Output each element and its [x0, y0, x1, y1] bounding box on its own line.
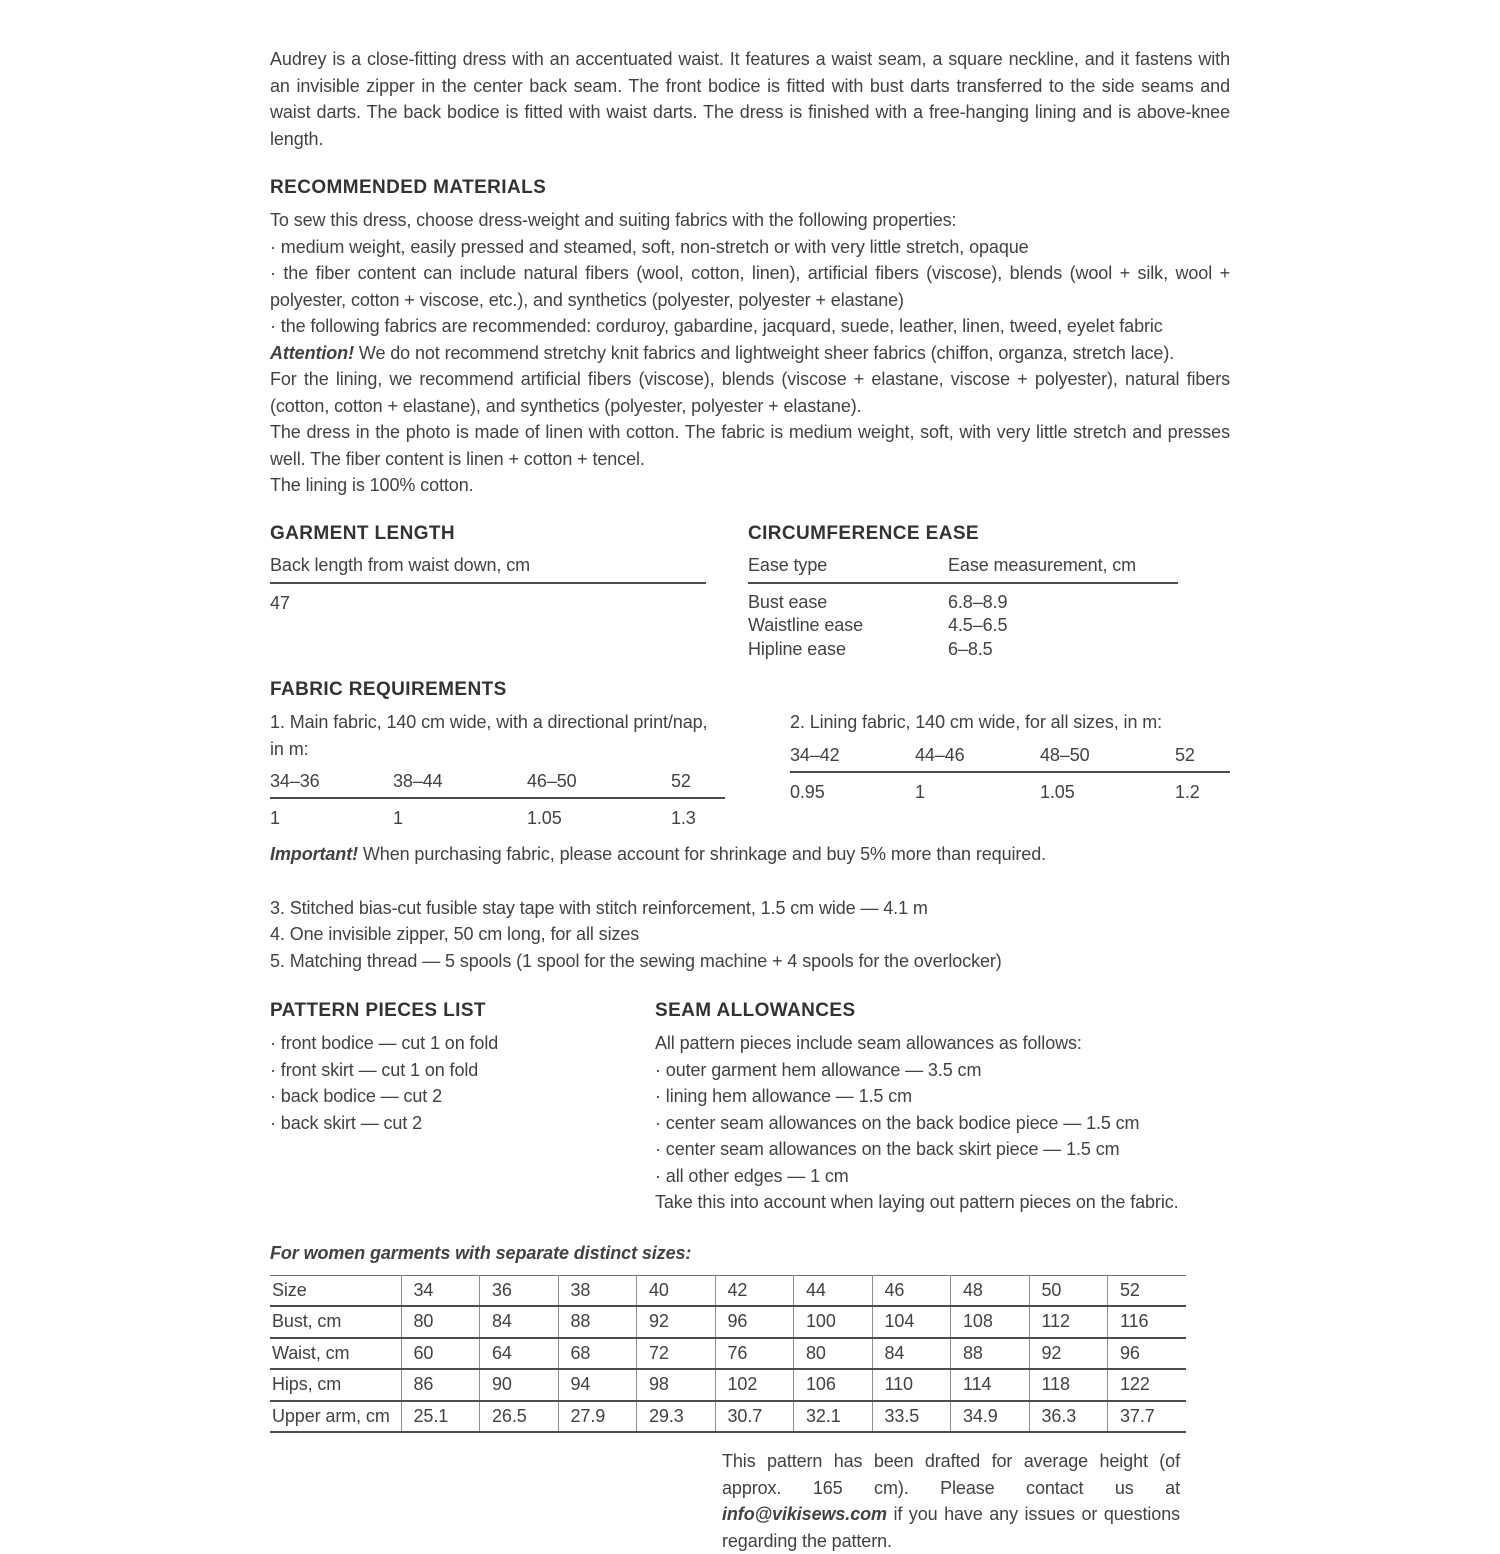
- table-cell: 94: [558, 1369, 637, 1401]
- ease-table-header: [748, 553, 1178, 584]
- table-cell: 110: [872, 1369, 951, 1401]
- table-cell: 42: [715, 1275, 794, 1306]
- lining-fabric-table-header: [790, 743, 1230, 773]
- table-cell: 1.2: [1175, 781, 1200, 802]
- table-cell: 1: [915, 781, 925, 802]
- table-cell: 36: [480, 1275, 559, 1306]
- table-cell: 84: [872, 1338, 951, 1370]
- table-cell: 86: [401, 1369, 480, 1401]
- main-fabric-table-values: [270, 799, 725, 830]
- pattern-piece-item: · back bodice — cut 2: [270, 1086, 442, 1106]
- table-row: [748, 591, 1178, 615]
- lining-fabric-label: 2. Lining fabric, 140 cm wide, for all sizes, in m:: [790, 712, 1163, 732]
- ease-table-body: [748, 584, 1230, 662]
- materials-lining-line: The lining is 100% cotton.: [270, 475, 474, 495]
- table-cell: 76: [715, 1338, 794, 1370]
- table-cell: 44–46: [915, 744, 965, 765]
- materials-bullet: · medium weight, easily pressed and steamed, soft, non-stretch or with very little stretch, opaque: [270, 236, 1029, 257]
- materials-bullet: · the following fabrics are recommended: corduroy, gabardine, jacquard, suede, leather, linen, tweed, eyelet fabric: [270, 316, 1163, 336]
- fabric-requirements-section: [270, 679, 1230, 974]
- table-cell: 34: [401, 1275, 480, 1306]
- table-cell: 40: [637, 1275, 716, 1306]
- garment-length-header: Back length from waist down, cm: [270, 553, 706, 584]
- footer-email: info@vikisews.com: [722, 1504, 887, 1524]
- table-cell: 26.5: [480, 1401, 559, 1433]
- notions-item: 4. One invisible zipper, 50 cm long, for all sizes: [270, 924, 640, 944]
- garment-length-table: [270, 553, 706, 615]
- table-cell: Size: [270, 1275, 401, 1306]
- table-cell: 50: [1029, 1275, 1108, 1306]
- footer-note: [722, 1448, 1180, 1554]
- materials-lining-paragraph: For the lining, we recommend artificial fibers (viscose), blends (viscose + elastane, viscose + polyester), natural fibers (cotton, cotton + elastane), and synthetics (polyester, polyester + elastane).: [270, 369, 1230, 416]
- seam-allowance-item: · all other edges — 1 cm: [655, 1165, 849, 1186]
- seam-allowance-item: · outer garment hem allowance — 3.5 cm: [655, 1059, 982, 1080]
- table-cell: 116: [1108, 1306, 1187, 1338]
- table-cell: 92: [1029, 1338, 1108, 1370]
- table-cell: Waistline ease: [748, 615, 863, 635]
- table-cell: 122: [1108, 1369, 1187, 1401]
- table-cell: 38–44: [393, 771, 443, 791]
- seam-allowances-title: SEAM ALLOWANCES: [655, 1000, 856, 1021]
- table-cell: 32.1: [794, 1401, 873, 1433]
- table-cell: Upper arm, cm: [270, 1401, 401, 1433]
- table-cell: 30.7: [715, 1401, 794, 1433]
- table-cell: 34.9: [951, 1401, 1030, 1433]
- materials-intro-line: To sew this dress, choose dress-weight and suiting fabrics with the following properties:: [270, 210, 957, 230]
- circumference-ease-block: [748, 523, 1230, 662]
- table-row: [270, 1369, 1186, 1401]
- attention-lead: Attention!: [270, 342, 354, 363]
- section-recommended-materials: [270, 177, 1230, 499]
- table-cell: 84: [480, 1306, 559, 1338]
- table-cell: 1.05: [527, 808, 562, 828]
- table-cell: 48–50: [1040, 744, 1090, 765]
- size-table: [270, 1275, 1186, 1434]
- pattern-piece-item: · front skirt — cut 1 on fold: [270, 1059, 479, 1080]
- table-row: [270, 1275, 1186, 1306]
- footer-text-before: This pattern has been drafted for average height (of approx. 165 cm). Please contact us at: [722, 1451, 1180, 1498]
- table-cell: 52: [671, 771, 691, 791]
- seam-allowance-item: · lining hem allowance — 1.5 cm: [655, 1086, 913, 1106]
- table-cell: 72: [637, 1338, 716, 1370]
- lining-fabric-table-values: [790, 773, 1230, 804]
- table-cell: 33.5: [872, 1401, 951, 1433]
- table-cell: 80: [401, 1306, 480, 1338]
- seam-allowance-item: · center seam allowances on the back bodice piece — 1.5 cm: [655, 1112, 1140, 1133]
- table-cell: 98: [637, 1369, 716, 1401]
- table-cell: 1: [270, 808, 280, 828]
- table-cell: 106: [794, 1369, 873, 1401]
- table-cell: 0.95: [790, 781, 825, 802]
- main-fabric-label: 1. Main fabric, 140 cm wide, with a directional print/nap, in m:: [270, 712, 708, 759]
- table-cell: 1.3: [671, 808, 696, 828]
- lining-fabric-block: [790, 709, 1230, 830]
- table-cell: 112: [1029, 1306, 1108, 1338]
- table-cell: 96: [1108, 1338, 1187, 1370]
- attention-text: We do not recommend stretchy knit fabrics and lightweight sheer fabrics (chiffon, organza, stretch lace).: [353, 342, 1175, 363]
- table-cell: 52: [1108, 1275, 1187, 1306]
- seam-allowance-item: · center seam allowances on the back skirt piece — 1.5 cm: [655, 1139, 1120, 1159]
- table-cell: 64: [480, 1338, 559, 1370]
- main-fabric-block: [270, 709, 725, 830]
- intro-paragraph: Audrey is a close-fitting dress with an accentuated waist. It features a waist seam, a square neckline, and it fastens with an invisible zipper in the center back seam. The front bodice is fitted with bust darts transferred to the side seams and waist darts. The back bodice is fitted with waist darts. The dress is finished with a free-hanging lining and is above-knee length.: [270, 49, 1230, 149]
- table-cell: 46: [872, 1275, 951, 1306]
- ease-col-header: Ease measurement, cm: [948, 554, 1137, 575]
- important-lead: Important!: [270, 844, 358, 864]
- fabric-requirements-title: FABRIC REQUIREMENTS: [270, 679, 507, 700]
- fabric-requirements-columns: [270, 709, 1230, 830]
- garment-length-block: [270, 523, 748, 662]
- table-cell: 96: [715, 1306, 794, 1338]
- table-cell: 88: [558, 1306, 637, 1338]
- table-cell: 25.1: [401, 1401, 480, 1433]
- table-row: [270, 1401, 1186, 1433]
- table-cell: 102: [715, 1369, 794, 1401]
- table-cell: Bust ease: [748, 591, 828, 612]
- table-cell: 4.5–6.5: [948, 615, 1008, 635]
- table-cell: 34–36: [270, 771, 320, 791]
- materials-photo-paragraph: The dress in the photo is made of linen with cotton. The fabric is medium weight, soft, with very little stretch and presses well. The fiber content is linen + cotton + tencel.: [270, 422, 1230, 469]
- materials-attention-note: [270, 340, 1230, 367]
- table-cell: 68: [558, 1338, 637, 1370]
- table-cell: 27.9: [558, 1401, 637, 1433]
- table-cell: 6–8.5: [948, 638, 993, 659]
- footer-text-after: if you have any issues or questions regarding the pattern.: [722, 1504, 1180, 1551]
- table-cell: 90: [480, 1369, 559, 1401]
- ease-col-header: Ease type: [748, 554, 828, 575]
- table-cell: Waist, cm: [270, 1338, 401, 1370]
- table-cell: 80: [794, 1338, 873, 1370]
- table-cell: 118: [1029, 1369, 1108, 1401]
- table-cell: 46–50: [527, 771, 577, 791]
- table-cell: Bust, cm: [270, 1306, 401, 1338]
- notions-list: [270, 895, 1230, 975]
- notions-item: 5. Matching thread — 5 spools (1 spool for the sewing machine + 4 spools for the overlocker): [270, 950, 1002, 971]
- materials-bullet: · the fiber content can include natural fibers (wool, cotton, linen), artificial fibers (viscose), blends (wool + silk, wool + polyester, cotton + viscose, etc.), and synthetics (polyester, polyester + elastane): [270, 263, 1230, 310]
- table-cell: Hipline ease: [748, 638, 846, 659]
- circumference-ease-title: CIRCUMFERENCE EASE: [748, 522, 979, 544]
- table-cell: Hips, cm: [270, 1369, 401, 1401]
- important-note: [270, 841, 1230, 868]
- seam-allowances-block: [655, 1000, 1230, 1216]
- pattern-pieces-block: [270, 1000, 655, 1216]
- table-row: [270, 1338, 1186, 1370]
- garment-length-value: 47: [270, 592, 290, 613]
- garment-length-title: GARMENT LENGTH: [270, 522, 456, 544]
- table-cell: 34–42: [790, 744, 840, 765]
- table-cell: 108: [951, 1306, 1030, 1338]
- table-row: [270, 1306, 1186, 1338]
- important-text: When purchasing fabric, please account for shrinkage and buy 5% more than required.: [358, 844, 1047, 864]
- table-cell: 48: [951, 1275, 1030, 1306]
- table-cell: 37.7: [1108, 1401, 1187, 1433]
- table-cell: 1: [393, 808, 403, 828]
- table-cell: 6.8–8.9: [948, 591, 1008, 612]
- table-cell: 92: [637, 1306, 716, 1338]
- table-cell: 114: [951, 1369, 1030, 1401]
- table-cell: 36.3: [1029, 1401, 1108, 1433]
- table-cell: 60: [401, 1338, 480, 1370]
- table-row: [748, 614, 1178, 638]
- seam-allowances-outro: Take this into account when laying out pattern pieces on the fabric.: [655, 1192, 1179, 1212]
- pattern-pieces-title: PATTERN PIECES LIST: [270, 1000, 486, 1021]
- pieces-and-seams-section: [270, 1000, 1230, 1216]
- pattern-piece-item: · back skirt — cut 2: [270, 1112, 423, 1133]
- notions-item: 3. Stitched bias-cut fusible stay tape with stitch reinforcement, 1.5 cm wide — 4.1 m: [270, 897, 928, 918]
- table-cell: 88: [951, 1338, 1030, 1370]
- pattern-piece-item: · front bodice — cut 1 on fold: [270, 1033, 499, 1053]
- table-cell: 1.05: [1040, 781, 1075, 802]
- table-cell: 104: [872, 1306, 951, 1338]
- table-cell: 29.3: [637, 1401, 716, 1433]
- length-and-ease-section: [270, 523, 1230, 662]
- recommended-materials-title: RECOMMENDED MATERIALS: [270, 177, 547, 198]
- table-cell: 38: [558, 1275, 637, 1306]
- main-fabric-table-header: [270, 769, 725, 799]
- size-chart-heading: For women garments with separate distinct sizes:: [270, 1242, 692, 1263]
- table-row: [748, 638, 1178, 662]
- table-cell: 44: [794, 1275, 873, 1306]
- table-cell: 52: [1175, 744, 1195, 765]
- page-content: [270, 46, 1230, 1554]
- circumference-ease-table: [748, 553, 1230, 662]
- seam-allowances-intro: All pattern pieces include seam allowances as follows:: [655, 1033, 1082, 1053]
- table-cell: 100: [794, 1306, 873, 1338]
- document-page: [0, 46, 1500, 1551]
